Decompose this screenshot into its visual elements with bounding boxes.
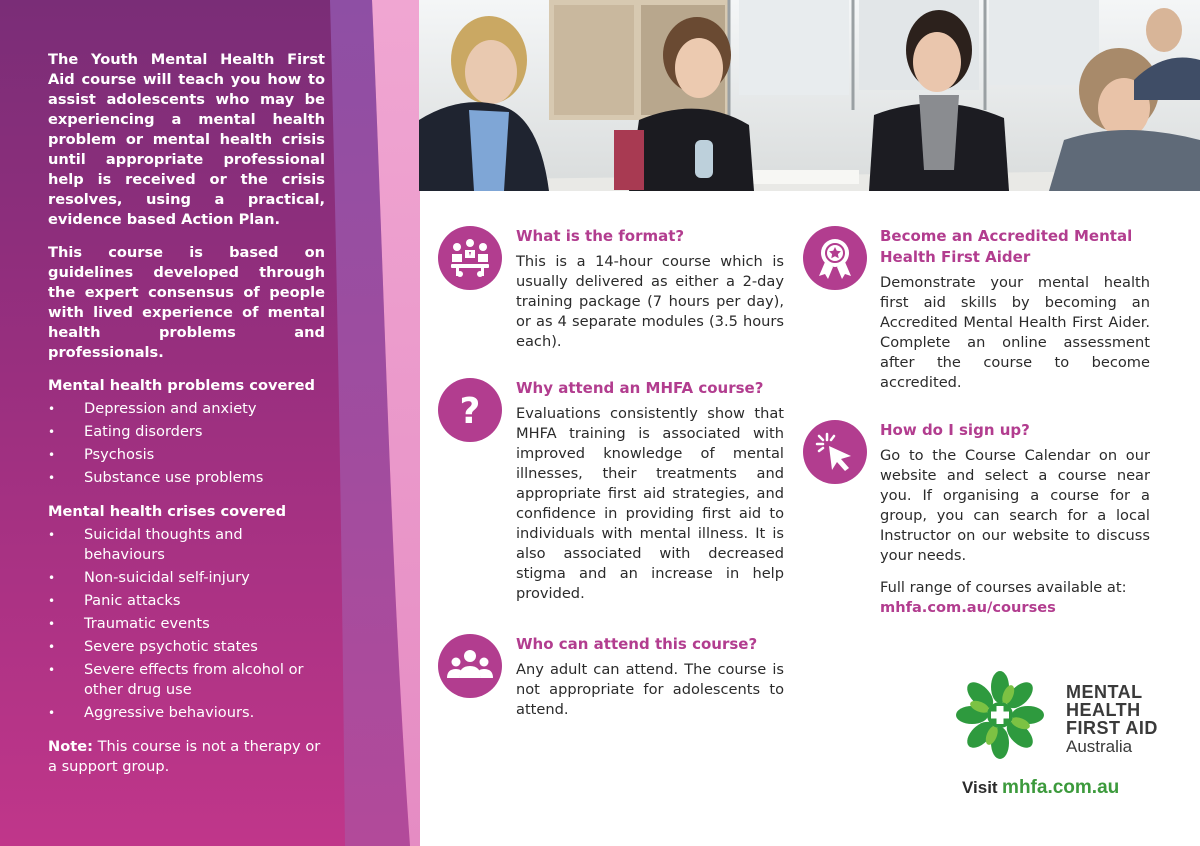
logo-line-australia: Australia: [1066, 737, 1133, 756]
problems-heading: Mental health problems covered: [48, 377, 315, 394]
accredited-title: Become an Accredited Mental Health First Aider: [880, 227, 1133, 266]
list-item: • Aggressive behaviours.: [48, 703, 325, 723]
list-item: • Suicidal thoughts and behaviours: [48, 525, 325, 565]
course-range-text: Full range of courses available at:: [880, 579, 1127, 596]
list-item: • Traumatic events: [48, 614, 325, 634]
list-item: • Non-suicidal self-injury: [48, 568, 325, 588]
logo-line-health: HEALTH: [1066, 700, 1141, 720]
note: [48, 737, 325, 777]
visit-line: [962, 777, 1119, 799]
crises-heading: Mental health crises covered: [48, 503, 287, 520]
note-text: This course is not a therapy or a support group.: [48, 738, 321, 775]
list-item: • Severe psychotic states: [48, 637, 325, 657]
list-item: • Psychosis: [48, 445, 325, 465]
mhfa-logo-text: [1066, 683, 1158, 756]
why-body: Evaluations consistently show that MHFA training is associated with improved knowledge of mental illnesses, their treatments and appropriate first aid strategies, and confidence in providing first aid to individuals with mental illness. It is also associated with decreased stigma and an increase in help provided.: [516, 405, 784, 602]
signup-title: How do I sign up?: [880, 421, 1030, 439]
list-item: • Depression and anxiety: [48, 399, 325, 419]
who-body: Any adult can attend. The course is not appropriate for adolescents to attend.: [516, 661, 784, 718]
problems-list: [48, 399, 325, 488]
format-title: What is the format?: [516, 227, 685, 245]
list-item: • Eating disorders: [48, 422, 325, 442]
website-link[interactable]: mhfa.com.au: [1002, 777, 1120, 798]
list-item: • Substance use problems: [48, 468, 325, 488]
logo-line-first-aid: FIRST AID: [1066, 718, 1158, 738]
cursor-click-icon: [803, 420, 867, 484]
courses-link[interactable]: mhfa.com.au/courses: [880, 599, 1056, 616]
svg-text:?: ?: [459, 391, 481, 432]
group-icon: [438, 634, 502, 698]
intro-paragraph: The Youth Mental Health First Aid course will teach you how to assist adolescents who may be experiencing a mental health problem or mental health crisis until appropriate professional help is received or the crisis resolves, using a practical, evidence based Action Plan.: [48, 51, 325, 228]
list-item: • Severe effects from alcohol or other drug use: [48, 660, 325, 700]
crises-list: [48, 525, 325, 723]
meeting-icon: [438, 226, 502, 290]
format-body: This is a 14-hour course which is usually delivered as either a 2-day training package (7 hours per day), or as 4 separate modules (3.5 hours each).: [516, 253, 784, 350]
why-title: Why attend an MHFA course?: [516, 379, 764, 397]
question-icon: [438, 378, 502, 442]
signup-body: Go to the Course Calendar on our website and select a course near you. If organising a course for a group, you can search for a local Instructor on our website to discuss your needs.: [880, 447, 1150, 564]
who-title: Who can attend this course?: [516, 635, 758, 653]
accredited-body: Demonstrate your mental health first aid skills by becoming an Accredited Mental Health First Aider. Complete an online assessment after the course to become accredited.: [880, 274, 1150, 391]
rosette-icon: [803, 226, 867, 290]
visit-label: Visit: [962, 778, 998, 797]
note-label: Note:: [48, 738, 93, 755]
list-item: • Panic attacks: [48, 591, 325, 611]
logo-line-mental: MENTAL: [1066, 682, 1143, 702]
guidelines-paragraph: This course is based on guidelines developed through the expert consensus of people with lived experience of mental health problems and professionals.: [48, 244, 325, 361]
training-photo: [419, 0, 1200, 191]
left-panel-content: [48, 50, 325, 777]
